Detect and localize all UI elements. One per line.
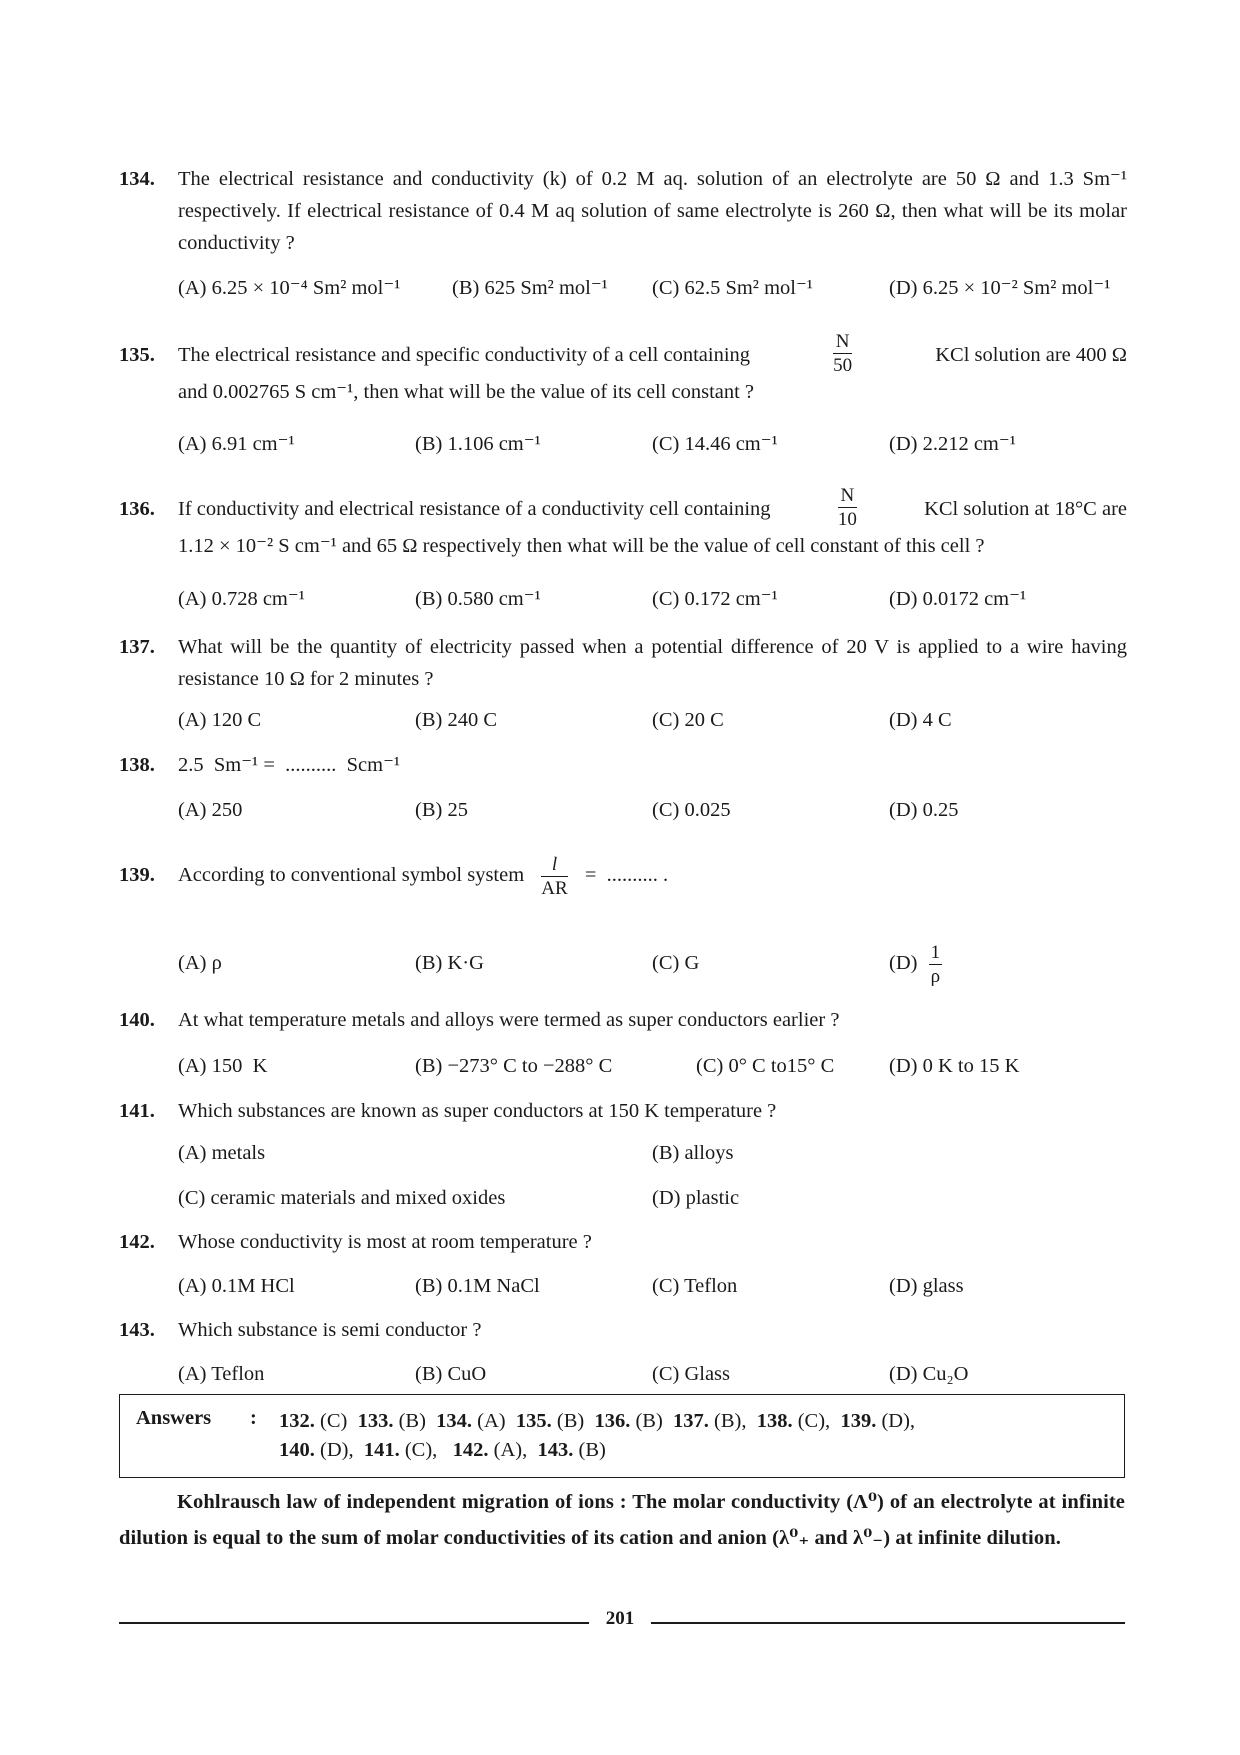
options-139	[178, 940, 1138, 986]
question-number: 134.	[119, 168, 155, 190]
option-c: (C) 62.5 Sm² mol⁻¹	[652, 277, 813, 299]
question-number: 136.	[119, 498, 155, 520]
question-number: 138.	[119, 754, 155, 776]
question-138	[119, 749, 1127, 781]
fraction-denominator: AR	[541, 877, 568, 899]
answer-item: 134. (A)	[436, 1410, 506, 1432]
question-text-after: KCl solution are 400 Ω	[935, 344, 1127, 366]
options-141-row1	[178, 1137, 1138, 1169]
option-a: (A) 0.728 cm⁻¹	[178, 588, 305, 610]
question-text-before: The electrical resistance and specific conductivity of a cell containing	[178, 344, 751, 366]
answer-item: 141. (C),	[363, 1439, 438, 1461]
option-d: (D) 0.0172 cm⁻¹	[889, 588, 1027, 610]
option-b: (B) 1.106 cm⁻¹	[415, 433, 541, 455]
question-text: 2.5 Sm⁻¹ = .......... Scm⁻¹	[178, 754, 401, 776]
options-137	[178, 704, 1138, 736]
options-142	[178, 1270, 1138, 1302]
question-text: At what temperature metals and alloys were termed as super conductors earlier ?	[178, 1009, 840, 1031]
option-c: (C) 20 C	[652, 709, 724, 731]
question-text-before: If conductivity and electrical resistance of a conductivity cell containing	[178, 498, 771, 520]
question-140	[119, 1004, 1127, 1036]
question-134	[119, 163, 1127, 259]
fraction-denominator: 50	[833, 355, 853, 376]
option-a: (A) 150 K	[178, 1055, 268, 1077]
question-text-before: According to conventional symbol system	[178, 864, 525, 886]
question-143	[119, 1314, 1127, 1346]
question-number: 143.	[119, 1319, 155, 1341]
options-138	[178, 794, 1138, 826]
option-b: (B) 0.580 cm⁻¹	[415, 588, 541, 610]
option-d-label: (D)	[889, 952, 918, 974]
question-text: Which substances are known as super conductors at 150 K temperature ?	[178, 1100, 777, 1122]
fraction-denominator: 10	[837, 509, 857, 530]
question-number: 135.	[119, 344, 155, 366]
answer-item: 133. (B)	[357, 1410, 426, 1432]
option-d: (D) 4 C	[889, 709, 952, 731]
fraction-one-over-rho	[929, 943, 943, 986]
fraction-numerator: 1	[930, 941, 941, 963]
options-140	[178, 1050, 1138, 1082]
options-143	[178, 1358, 1138, 1390]
option-a: (A) 0.1M HCl	[178, 1275, 295, 1297]
question-text: Which substance is semi conductor ?	[178, 1319, 482, 1341]
fraction-n-10	[838, 486, 857, 532]
options-136	[178, 583, 1138, 615]
options-141-row2	[178, 1182, 1138, 1214]
option-a: (A) 6.25 × 10⁻⁴ Sm² mol⁻¹	[178, 277, 401, 299]
option-d: (D) glass	[889, 1275, 964, 1297]
question-text-after: KCl solution at 18°C are	[924, 498, 1127, 520]
fraction-numerator: N	[838, 486, 857, 508]
question-text: Whose conductivity is most at room temperature ?	[178, 1231, 592, 1253]
option-a: (A) ρ	[178, 952, 222, 974]
question-text-line1	[178, 852, 1127, 898]
question-142	[119, 1226, 1127, 1258]
question-text-line1	[178, 332, 1127, 378]
question-number: 140.	[119, 1009, 155, 1031]
option-b: (B) 0.1M NaCl	[415, 1275, 540, 1297]
question-text-line2: 1.12 × 10⁻² S cm⁻¹ and 65 Ω respectively then what will be the value of cell constant of this cell ?	[178, 535, 985, 557]
fraction-n-50	[833, 332, 852, 378]
kohlrausch-law-paragraph: Kohlrausch law of independent migration of ions : The molar conductivity (Λ⁰) of an electrolyte at infinite dilution is equal to the sum of molar conductivities of its cation and anion (λ⁰₊ and λ⁰₋) at infinite dilution.	[119, 1491, 1125, 1549]
option-c: (C) 14.46 cm⁻¹	[652, 433, 778, 455]
answers-box	[119, 1394, 1125, 1478]
option-d: (D) 6.25 × 10⁻² Sm² mol⁻¹	[889, 277, 1111, 299]
option-b: (B) 240 C	[415, 709, 497, 731]
option-a: (A) 250	[178, 799, 243, 821]
option-c: (C) 0° C to15° C	[696, 1055, 835, 1077]
options-134	[178, 272, 1138, 304]
page-number: 201	[605, 1608, 635, 1629]
option-d: (D) Cu₂O	[889, 1363, 969, 1385]
question-136	[119, 486, 1127, 562]
question-number: 142.	[119, 1231, 155, 1253]
answer-item: 137. (B),	[673, 1410, 747, 1432]
answer-item: 132. (C)	[279, 1410, 348, 1432]
fraction-denominator: ρ	[930, 965, 941, 987]
question-text-line1	[178, 486, 1127, 532]
question-text-after: = .......... .	[584, 864, 669, 886]
question-text-line2: and 0.002765 S cm⁻¹, then what will be the value of its cell constant ?	[178, 381, 755, 403]
option-c: (C) 0.025	[652, 799, 731, 821]
option-d	[889, 940, 948, 986]
option-c: (C) ceramic materials and mixed oxides	[178, 1187, 506, 1209]
option-a: (A) 120 C	[178, 709, 262, 731]
answer-item: 135. (B)	[515, 1410, 585, 1432]
option-b: (B) 25	[415, 799, 468, 821]
option-a: (A) 6.91 cm⁻¹	[178, 433, 295, 455]
option-a: (A) metals	[178, 1142, 266, 1164]
option-b: (B) alloys	[652, 1142, 734, 1164]
option-d: (D) plastic	[652, 1187, 740, 1209]
option-d: (D) 2.212 cm⁻¹	[889, 433, 1016, 455]
answer-item: 139. (D),	[840, 1410, 916, 1432]
question-number: 137.	[119, 636, 155, 658]
footer-rule-right	[651, 1622, 1125, 1624]
fraction-numerator: l	[541, 855, 567, 877]
option-c: (C) Glass	[652, 1363, 731, 1385]
footer-rule-left	[119, 1622, 589, 1624]
option-d: (D) 0.25	[889, 799, 959, 821]
question-text: What will be the quantity of electricity passed when a potential difference of 20 V is applied to a wire having resistance 10 Ω for 2 minutes ?	[178, 636, 1127, 690]
fraction-l-ar	[541, 855, 567, 898]
option-c: (C) Teflon	[652, 1275, 738, 1297]
option-c: (C) 0.172 cm⁻¹	[652, 588, 778, 610]
answers-label: Answers	[136, 1407, 212, 1429]
option-b: (B) K·G	[415, 952, 484, 974]
question-135	[119, 332, 1127, 408]
answer-item: 140. (D),	[279, 1439, 354, 1461]
option-c: (C) G	[652, 952, 700, 974]
question-text: The electrical resistance and conductivity (k) of 0.2 M aq. solution of an electrolyte are 50 Ω and 1.3 Sm⁻¹ respectively. If electrical resistance of 0.4 M aq solution of same electrolyte is 260 Ω, then what will be its molar conductivity ?	[178, 168, 1127, 254]
option-b: (B) CuO	[415, 1363, 487, 1385]
answer-item: 142. (A),	[452, 1439, 528, 1461]
answers-colon: :	[250, 1407, 257, 1429]
option-b: (B) −273° C to −288° C	[415, 1055, 613, 1077]
answers-list	[279, 1407, 1109, 1465]
option-a: (A) Teflon	[178, 1363, 265, 1385]
question-139	[119, 852, 1127, 898]
answer-item: 136. (B)	[594, 1410, 663, 1432]
option-b: (B) 625 Sm² mol⁻¹	[452, 277, 608, 299]
question-141	[119, 1095, 1127, 1127]
question-137	[119, 631, 1127, 695]
answer-item: 138. (C),	[756, 1410, 831, 1432]
question-number: 141.	[119, 1100, 155, 1122]
question-number: 139.	[119, 864, 155, 886]
options-135	[178, 428, 1138, 460]
option-d: (D) 0 K to 15 K	[889, 1055, 1020, 1077]
answer-item: 143. (B)	[537, 1439, 606, 1461]
fraction-numerator: N	[833, 332, 852, 354]
